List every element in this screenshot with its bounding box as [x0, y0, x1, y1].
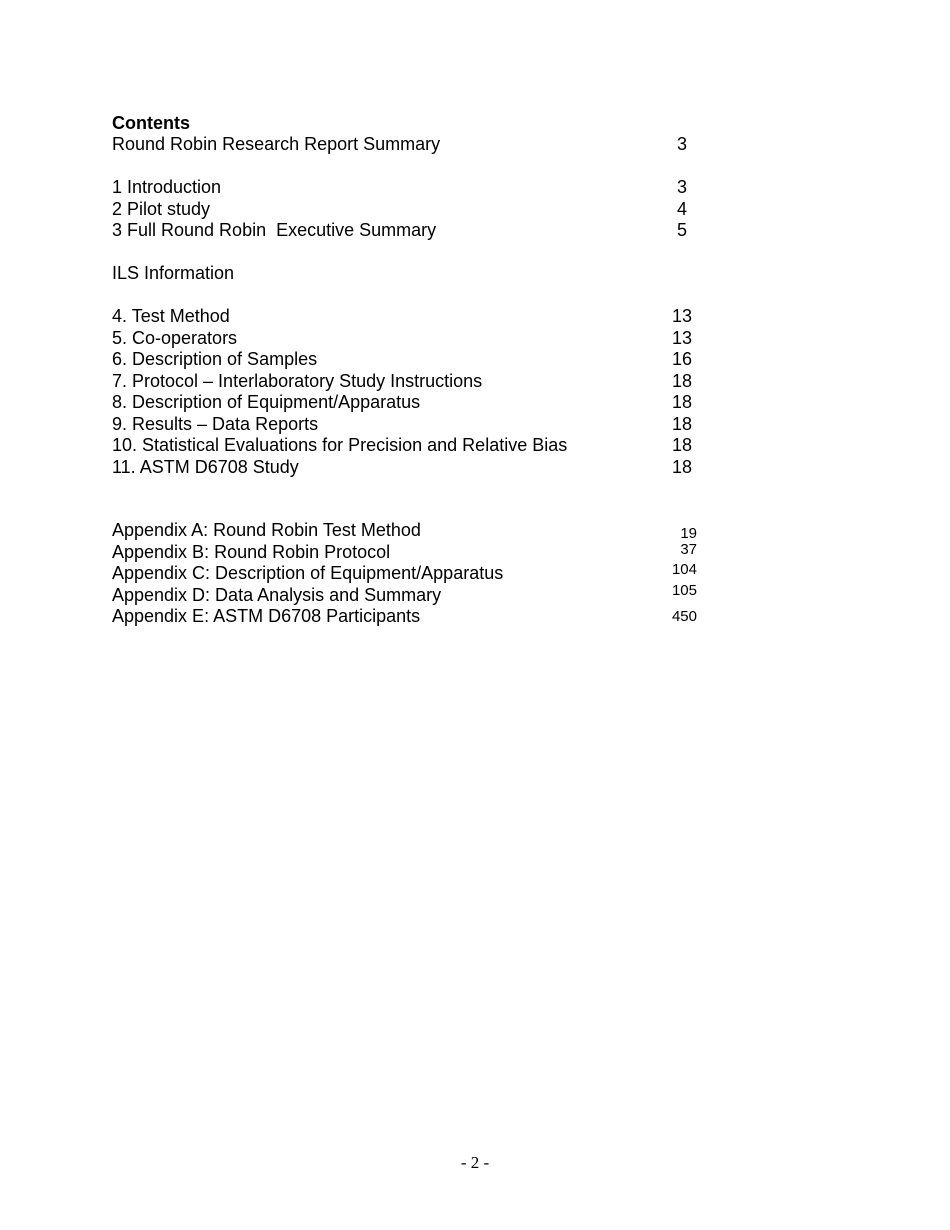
- toc-entry-page: 18: [671, 392, 692, 412]
- toc-entry-page: 18: [671, 456, 692, 477]
- toc-entry-title: 4. Test Method: [112, 306, 230, 326]
- toc-entry[interactable]: [112, 306, 712, 328]
- toc-entry-title: 10. Statistical Evaluations for Precision and Relative Bias: [112, 435, 568, 455]
- toc-entry-page: 450: [671, 608, 697, 625]
- toc-entry-page: 4: [676, 198, 687, 219]
- toc-entry[interactable]: [112, 542, 712, 564]
- toc-entry[interactable]: [112, 457, 712, 479]
- toc-entry-page: 3: [676, 134, 687, 154]
- toc-entry-page: 19: [680, 525, 697, 542]
- toc-entry-title: 2 Pilot study: [112, 198, 211, 219]
- toc-entry-page: 5: [676, 220, 687, 240]
- toc-entry[interactable]: [112, 328, 712, 350]
- toc-entry-title: 3 Full Round Robin Executive Summary: [112, 220, 437, 240]
- appendix-list: [112, 520, 712, 628]
- toc-entry[interactable]: [112, 220, 712, 242]
- toc-entry-page: 13: [671, 306, 692, 326]
- toc-entry-page: 13: [671, 327, 692, 348]
- toc-entry-page: 18: [671, 370, 692, 391]
- toc-entry-title: 5. Co-operators: [112, 327, 238, 348]
- toc-entry-page: 3: [676, 177, 687, 197]
- toc-entry-title: Appendix E: ASTM D6708 Participants: [112, 606, 421, 626]
- toc-entry-title: 1 Introduction: [112, 177, 222, 197]
- toc-entry-title: Appendix B: Round Robin Protocol: [112, 541, 391, 562]
- toc-entry-title: 11. ASTM D6708 Study: [112, 456, 299, 477]
- toc-entry[interactable]: [112, 414, 712, 436]
- toc-entry-page: 104: [671, 561, 697, 578]
- toc-entry[interactable]: [112, 199, 712, 221]
- toc-entry[interactable]: [112, 606, 712, 628]
- ils-section-heading: [112, 263, 712, 285]
- toc-entry-title: Round Robin Research Report Summary: [112, 134, 441, 154]
- toc-entry[interactable]: [112, 349, 712, 371]
- toc-entry[interactable]: [112, 134, 712, 156]
- ils-heading-text: ILS Information: [112, 263, 235, 283]
- toc-entry-title: 8. Description of Equipment/Apparatus: [112, 392, 421, 412]
- toc-entry-title: Appendix A: Round Robin Test Method: [112, 520, 421, 540]
- toc-entry-page: 16: [671, 349, 692, 369]
- toc-entry[interactable]: [112, 371, 712, 393]
- toc-entry[interactable]: [112, 563, 712, 585]
- table-of-contents: [112, 112, 712, 628]
- toc-entry-page: 105: [671, 581, 697, 599]
- toc-entry[interactable]: [112, 177, 712, 199]
- toc-entry-title: Appendix C: Description of Equipment/Apparatus: [112, 563, 504, 583]
- toc-entry[interactable]: [112, 435, 712, 457]
- contents-heading: Contents: [112, 113, 190, 133]
- toc-entry-title: 9. Results – Data Reports: [112, 413, 319, 434]
- toc-entry[interactable]: [112, 520, 712, 542]
- toc-entry[interactable]: [112, 392, 712, 414]
- toc-entry-page: 37: [680, 540, 697, 558]
- toc-entry[interactable]: [112, 581, 712, 607]
- toc-entry-title: 7. Protocol – Interlaboratory Study Instructions: [112, 370, 483, 391]
- page-number: - 2 -: [460, 1153, 490, 1172]
- toc-entry-page: 18: [671, 413, 692, 434]
- toc-entry-page: 18: [671, 435, 692, 455]
- toc-entry-title: Appendix D: Data Analysis and Summary: [112, 584, 442, 605]
- toc-entry-title: 6. Description of Samples: [112, 349, 318, 369]
